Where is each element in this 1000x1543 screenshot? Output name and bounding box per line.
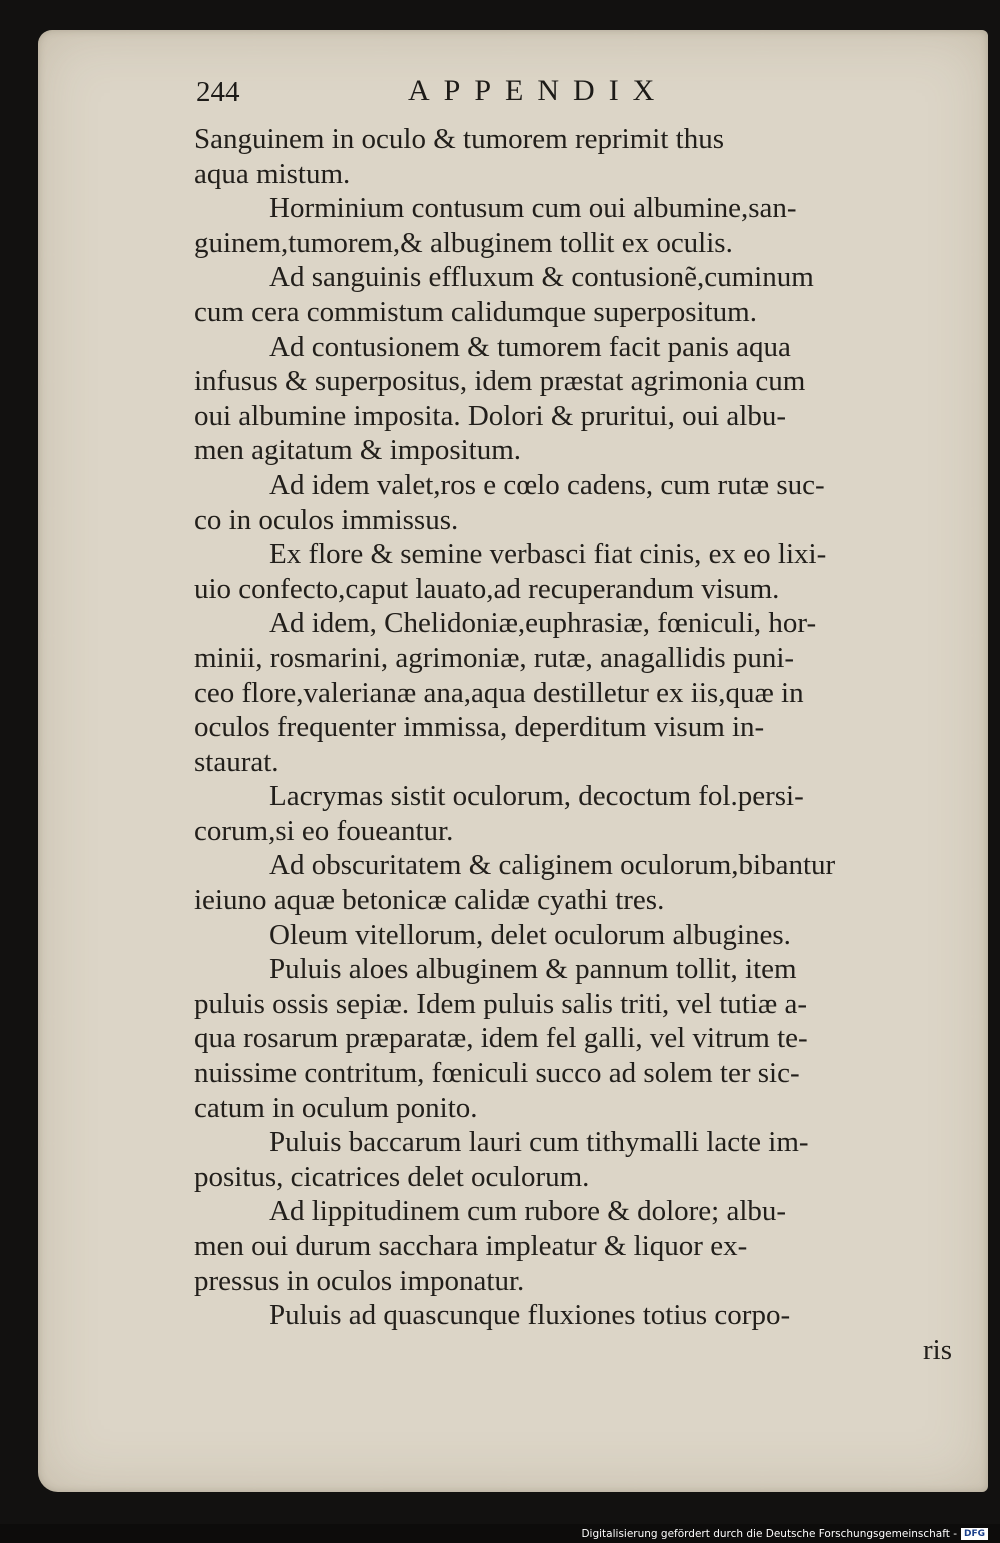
text-line: oui albumine imposita. Dolori & pruritui, oui albu- (194, 399, 787, 432)
running-head: APPENDIX (408, 74, 669, 107)
text-line: Ex flore & semine verbasci fiat cinis, ex eo lixi- (269, 538, 827, 571)
text-line: co in oculos immissus. (194, 503, 459, 536)
text-line: men agitatum & impositum. (194, 434, 522, 467)
text-line: infusus & superpositus, idem præstat agrimonia cum (194, 365, 806, 398)
page-header (196, 74, 956, 120)
dfg-logo: DFG (961, 1528, 988, 1540)
text-line: minii, rosmarini, agrimoniæ, rutæ, anagallidis puni- (194, 641, 795, 674)
text-line: ceo flore,valerianæ ana,aqua destilletur ex iis,quæ in (194, 676, 804, 709)
text-line: Ad lippitudinem cum rubore & dolore; albu- (269, 1195, 787, 1228)
credit-text: Digitalisierung gefördert durch die Deutsche Forschungsgemeinschaft - (581, 1528, 957, 1540)
text-line: Lacrymas sistit oculorum, decoctum fol.persi- (269, 780, 804, 813)
text-line: ieiuno aquæ betonicæ calidæ cyathi tres. (194, 884, 665, 917)
text-line: Puluis baccarum lauri cum tithymalli lacte im- (269, 1126, 809, 1159)
text-line: guinem,tumorem,& albuginem tollit ex oculis. (194, 226, 733, 259)
text-line: pressus in oculos imponatur. (194, 1264, 525, 1297)
text-line: Horminium contusum cum oui albumine,san- (269, 192, 797, 225)
text-line: Sanguinem in oculo & tumorem reprimit thus (194, 123, 724, 155)
text-line: staurat. (194, 745, 279, 778)
text-line: Ad contusionem & tumorem facit panis aqua (269, 330, 791, 363)
text-line: nuissime contritum, fœniculi succo ad solem ter sic- (194, 1057, 800, 1090)
text-line: puluis ossis sepiæ. Idem puluis salis triti, vel tutiæ a- (194, 987, 808, 1020)
digitization-credit (581, 1526, 988, 1542)
body-text (194, 122, 952, 1367)
text-line: aqua mistum. (194, 157, 351, 190)
text-line: Oleum vitellorum, delet oculorum albugines. (269, 918, 791, 951)
text-line: men oui durum sacchara impleatur & liquor ex- (194, 1230, 748, 1262)
text-line: Ad idem valet,ros e cœlo cadens, cum rutæ suc- (269, 468, 825, 501)
text-line: uio confecto,caput lauato,ad recuperandum visum. (194, 572, 780, 605)
text-line: Puluis aloes albuginem & pannum tollit, item (269, 953, 797, 986)
text-line: corum,si eo foueantur. (194, 814, 454, 847)
text-line: Ad obscuritatem & caliginem oculorum,bibantur (269, 849, 836, 882)
text-line: qua rosarum præparatæ, idem fel galli, vel vitrum te- (194, 1022, 808, 1055)
page-number: 244 (196, 76, 240, 108)
catchword: ris (923, 1333, 952, 1366)
text-line: positus, cicatrices delet oculorum. (194, 1160, 590, 1193)
text-line: Puluis ad quascunque fluxiones totius corpo- (269, 1299, 791, 1332)
text-line: cum cera commistum calidumque superpositum. (194, 295, 757, 328)
text-line: oculos frequenter immissa, deperditum visum in- (194, 711, 765, 744)
book-page (38, 30, 988, 1492)
text-line: catum in oculum ponito. (194, 1091, 478, 1124)
text-line: Ad idem, Chelidoniæ,euphrasiæ, fœniculi, hor- (269, 607, 817, 640)
text-line: Ad sanguinis effluxum & contusionẽ,cuminum (269, 261, 814, 294)
